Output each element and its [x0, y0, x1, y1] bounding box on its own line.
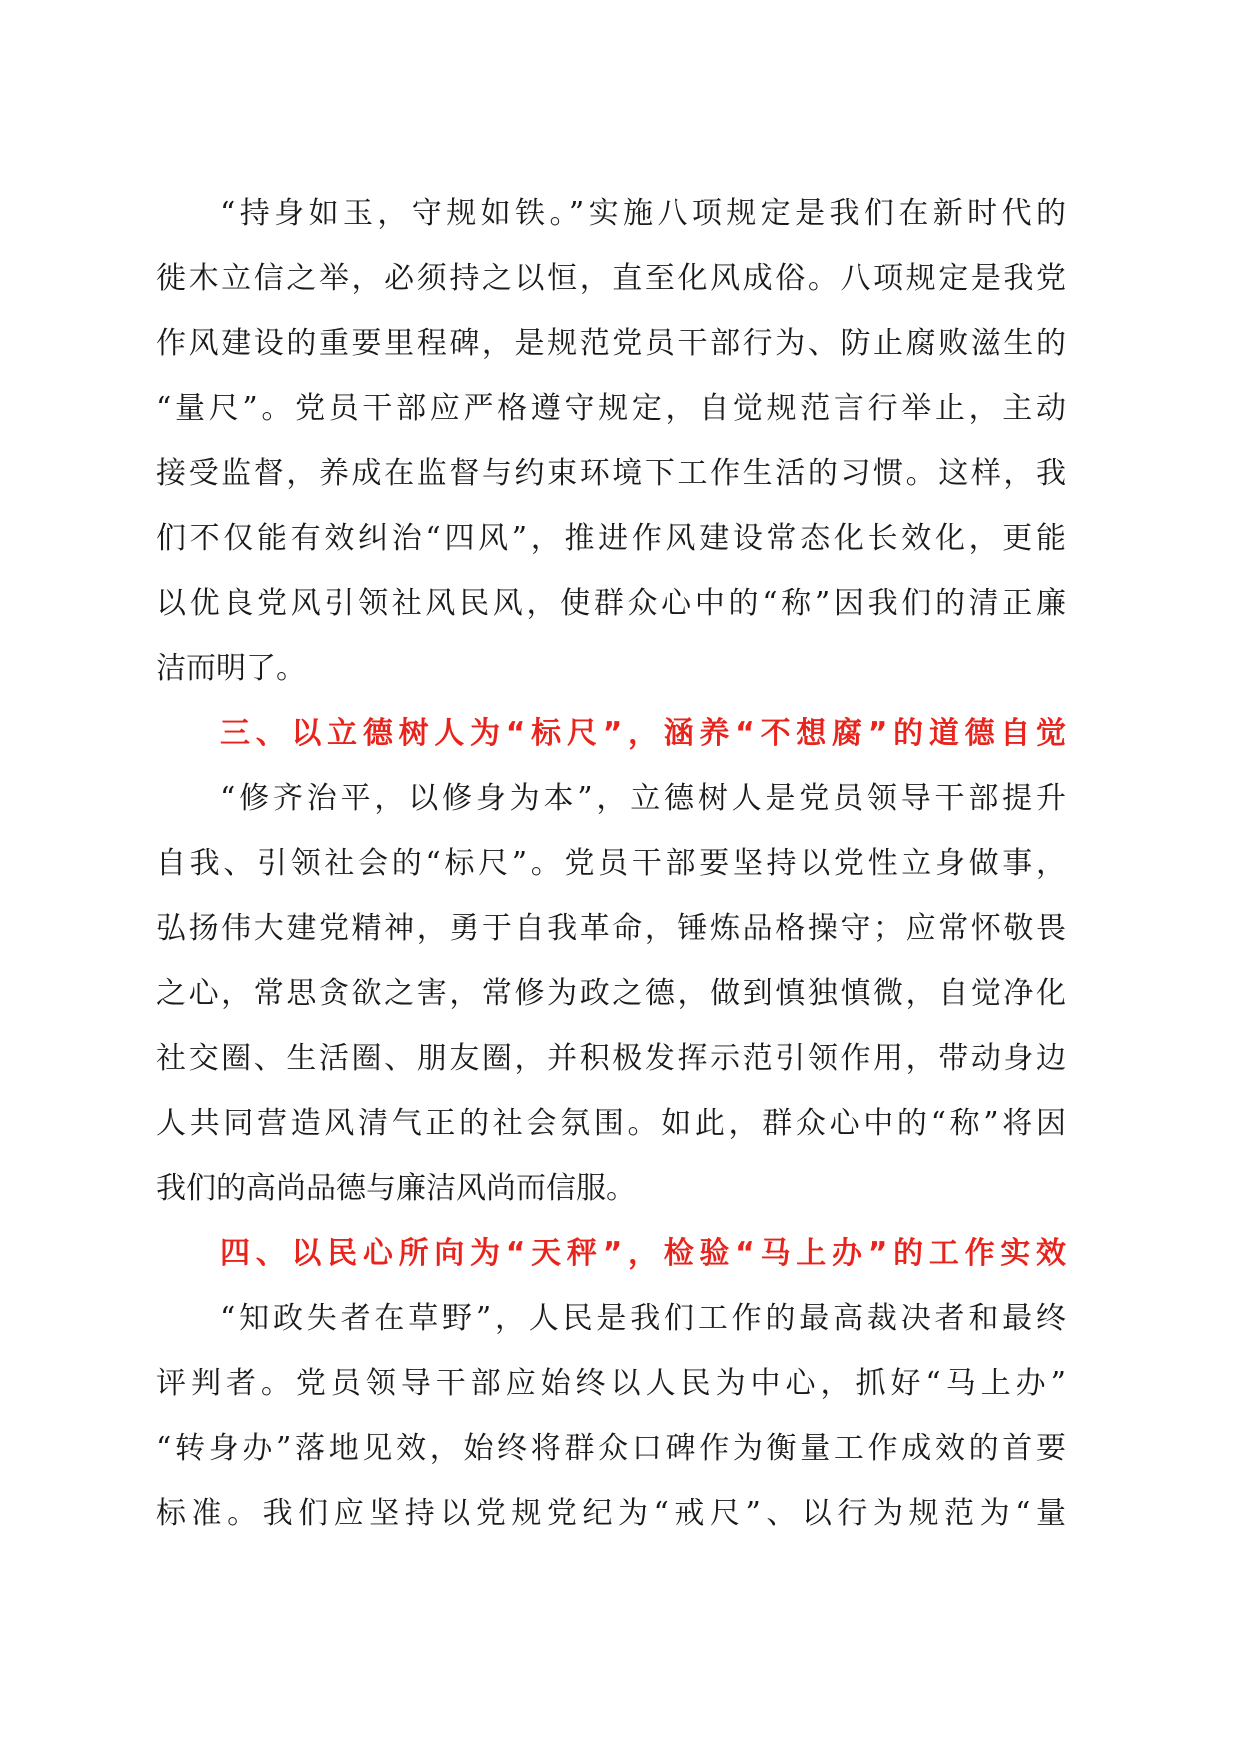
paragraph-1-line-1: “持身如玉，守规如铁。”实施八项规定是我们在新时代的 [220, 196, 1066, 231]
paragraph-3-line-3: “转身办”落地见效，始终将群众口碑作为衡量工作成效的首要 [156, 1431, 1066, 1466]
paragraph-2-line-2: 自我、引领社会的“标尺”。党员干部要坚持以党性立身做事， [156, 846, 1066, 881]
section-heading-4: 四、以民心所向为“天秤”，检验“马上办”的工作实效 [220, 1236, 1066, 1271]
paragraph-3-line-4: 标准。我们应坚持以党规党纪为“戒尺”、以行为规范为“量 [156, 1496, 1066, 1531]
paragraph-1-line-2: 徙木立信之举，必须持之以恒，直至化风成俗。八项规定是我党 [156, 261, 1066, 296]
paragraph-2-line-7: 我们的高尚品德与廉洁风尚而信服。 [156, 1171, 636, 1206]
paragraph-2-line-6: 人共同营造风清气正的社会氛围。如此，群众心中的“称”将因 [156, 1106, 1066, 1141]
document-body [156, 181, 1066, 1546]
paragraph-2-line-5: 社交圈、生活圈、朋友圈，并积极发挥示范引领作用，带动身边 [156, 1041, 1066, 1076]
paragraph-1-line-7: 以优良党风引领社风民风，使群众心中的“称”因我们的清正廉 [156, 586, 1066, 621]
paragraph-3-line-2: 评判者。党员领导干部应始终以人民为中心，抓好“马上办” [156, 1366, 1066, 1401]
paragraph-1-line-3: 作风建设的重要里程碑，是规范党员干部行为、防止腐败滋生的 [156, 326, 1066, 361]
paragraph-1-line-6: 们不仅能有效纠治“四风”，推进作风建设常态化长效化，更能 [156, 521, 1066, 556]
paragraph-1-line-5: 接受监督，养成在监督与约束环境下工作生活的习惯。这样，我 [156, 456, 1066, 491]
paragraph-3-line-1: “知政失者在草野”，人民是我们工作的最高裁决者和最终 [220, 1301, 1066, 1336]
paragraph-2-line-4: 之心，常思贪欲之害，常修为政之德，做到慎独慎微，自觉净化 [156, 976, 1066, 1011]
paragraph-1-line-8: 洁而明了。 [156, 651, 306, 686]
paragraph-2-line-1: “修齐治平，以修身为本”，立德树人是党员领导干部提升 [220, 781, 1066, 816]
section-heading-3: 三、以立德树人为“标尺”，涵养“不想腐”的道德自觉 [220, 716, 1066, 751]
paragraph-1-line-4: “量尺”。党员干部应严格遵守规定，自觉规范言行举止，主动 [156, 391, 1066, 426]
paragraph-2-line-3: 弘扬伟大建党精神，勇于自我革命，锤炼品格操守；应常怀敬畏 [156, 911, 1066, 946]
